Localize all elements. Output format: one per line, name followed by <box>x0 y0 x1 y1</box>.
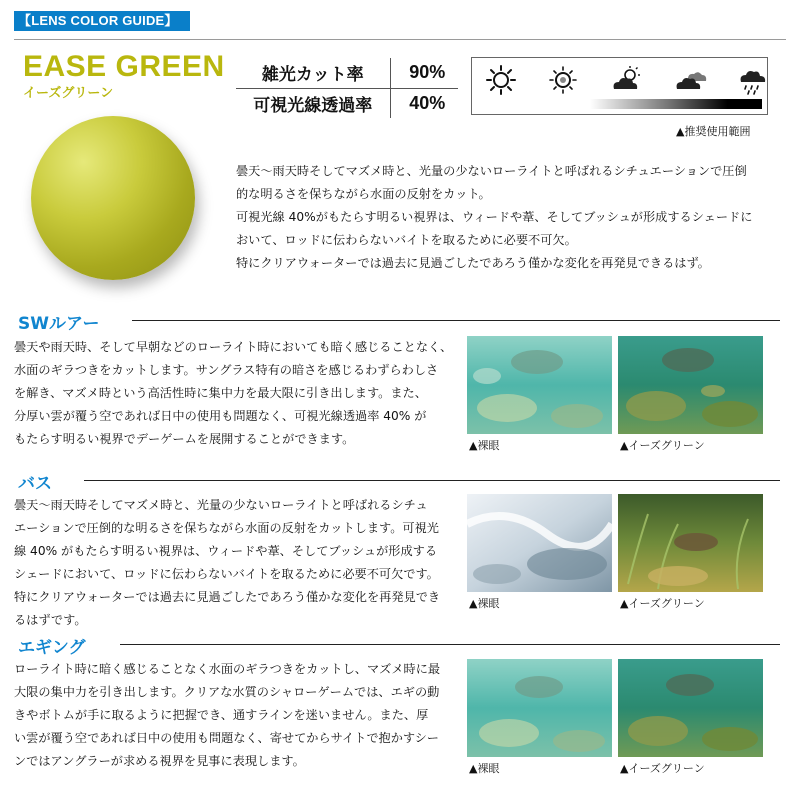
section-body-sw-lure <box>14 336 462 451</box>
recommended-range-bar <box>590 99 762 109</box>
spec-label: 雑光カット率 <box>236 58 390 88</box>
description-line: 可視光線 40%がもたらす明るい視界は、ウィードや葦、そしてブッシュが形成するシェードに <box>236 210 753 224</box>
photo-sw-naked-eye <box>467 336 612 434</box>
description-line: 特にクリアウォーターでは過去に見過ごしたであろう僅かな変化を再発見できるはず。 <box>236 256 710 270</box>
photo-egging-ease-green <box>618 659 763 757</box>
section-line: い雲が覆う空であれば日中の使用も問題なく、寄せてからサイトで抱かすシー <box>14 731 439 745</box>
spec-value: 40% <box>409 92 446 113</box>
section-line: ンではアングラーが求める視界を見事に表現します。 <box>14 754 305 768</box>
caption-naked-eye: ▲裸眼 <box>469 597 500 610</box>
lens-name: EASE GREEN <box>23 50 225 83</box>
section-line: 大限の集中力を引き出します。クリアな水質のシャローゲームでは、エギの動 <box>14 685 440 699</box>
spec-row <box>236 58 458 88</box>
photo-sw-ease-green <box>618 336 763 434</box>
photo-bass-naked-eye <box>467 494 612 592</box>
section-line: もたらす明るい視界でデーゲームを展開することができます。 <box>14 432 355 446</box>
section-line: 線 40% がもたらす明るい視界は、ウィードや葦、そしてブッシュが形成する <box>14 544 438 558</box>
section-line: きやボトムが手に取るように把握でき、通すラインを迷いません。また、厚 <box>14 708 429 722</box>
lens-color-swatch <box>31 116 195 280</box>
photo-bass-ease-green <box>618 494 763 592</box>
section-line: 分厚い雲が覆う空であれば日中の使用も問題なく、可視光線透過率 40% が <box>14 409 427 423</box>
section-divider <box>120 644 780 645</box>
description-line: おいて、ロッドに伝わらないバイトを取るために必要不可欠。 <box>236 233 577 247</box>
section-line: るはずです。 <box>14 613 87 627</box>
caption-ease-green: ▲イーズグリーン <box>620 597 705 610</box>
section-body-egging <box>14 658 462 773</box>
section-title-bass: バス <box>18 474 52 494</box>
description-line: 曇天～雨天時そしてマズメ時と、光量の少ないローライトと呼ばれるシチュエーションで圧倒 <box>236 164 747 178</box>
lens-name-kana: イーズグリーン <box>23 86 114 101</box>
recommended-range-caption: ▲推奨使用範囲 <box>676 125 751 138</box>
section-divider <box>84 480 780 481</box>
section-title-egging: エギング <box>18 638 86 658</box>
rain-icon <box>738 65 768 95</box>
section-line: シェードにおいて、ロッドに伝わらないバイトを取るために必要不可欠です。 <box>14 567 439 581</box>
header-divider <box>14 39 786 40</box>
lens-spec-table <box>236 58 458 118</box>
caption-ease-green: ▲イーズグリーン <box>620 439 705 452</box>
section-line: ローライト時に暗く感じることなく水面のギラつきをカットし、マズメ時に最 <box>14 662 441 676</box>
section-line: 曇天や雨天時、そして早朝などのローライト時においても暗く感じることなく、 <box>14 340 453 354</box>
spec-row <box>236 88 458 118</box>
spec-value: 90% <box>390 58 458 88</box>
section-line: を解き、マズメ時という高活性時に集中力を最大限に引き出します。また、 <box>14 386 427 400</box>
section-line: 水面のギラつきをカットします。サングラス特有の暗さを感じるわずらわしさ <box>14 363 439 377</box>
section-title-sw-lure: SWルアー <box>18 314 100 334</box>
section-body-bass <box>14 494 462 632</box>
caption-naked-eye: ▲裸眼 <box>469 439 500 452</box>
weather-range-box <box>471 57 768 115</box>
section-line: 曇天～雨天時そしてマズメ時と、光量の少ないローライトと呼ばれるシチュ <box>14 498 428 512</box>
weather-icons <box>486 65 756 95</box>
caption-ease-green: ▲イーズグリーン <box>620 762 705 775</box>
section-line: エーションで圧倒的な明るさを保ちながら水面の反射をカットします。可視光 <box>14 521 439 535</box>
photo-egging-naked-eye <box>467 659 612 757</box>
section-divider <box>132 320 780 321</box>
lens-color-guide-tag: 【LENS COLOR GUIDE】 <box>14 11 190 31</box>
description-line: 的な明るさを保ちながら水面の反射をカット。 <box>236 187 491 201</box>
sun-icon <box>486 65 516 95</box>
section-line: 特にクリアウォーターでは過去に見過ごしたであろう僅かな変化を再発見でき <box>14 590 441 604</box>
sun-behind-cloud-icon <box>610 65 642 95</box>
partly-sunny-icon <box>548 65 578 95</box>
caption-naked-eye: ▲裸眼 <box>469 762 500 775</box>
spec-label: 可視光線透過率 <box>236 88 390 118</box>
cloudy-icon <box>674 65 708 95</box>
lens-description <box>236 160 772 275</box>
